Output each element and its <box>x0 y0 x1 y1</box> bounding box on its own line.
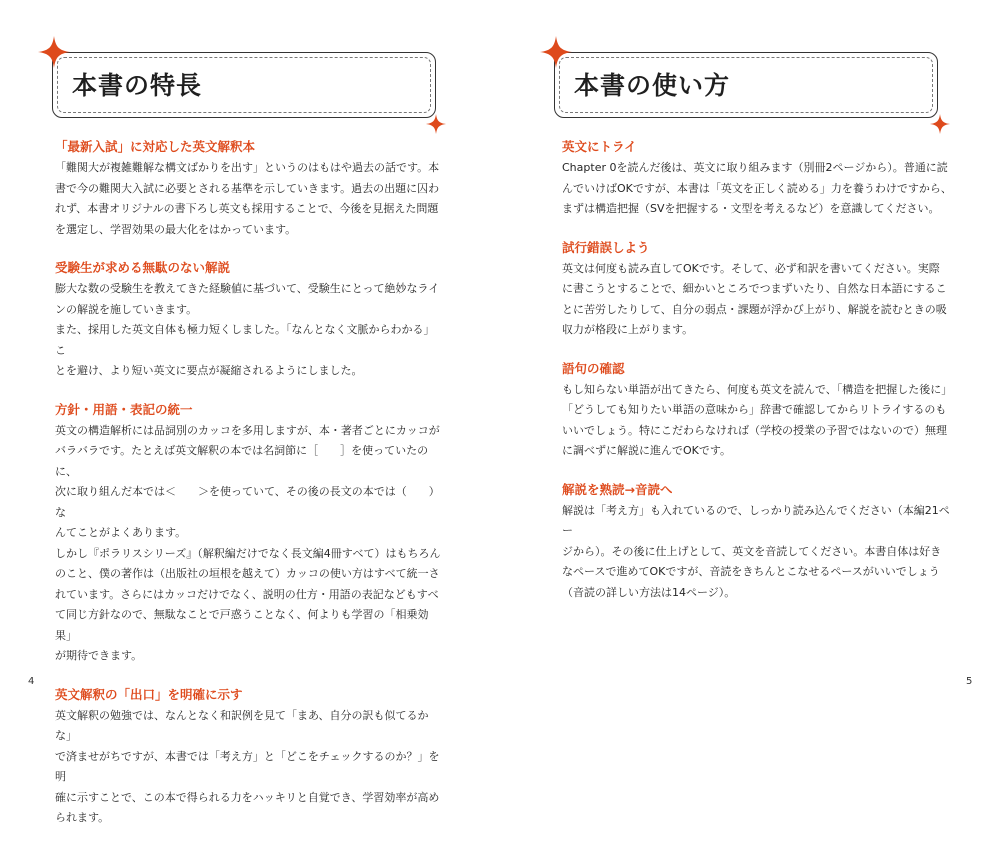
feature-section <box>55 686 445 829</box>
body-line: とに苦労したりして、自分の弱点・課題が浮かび上がり、解説を読むときの吸 <box>562 302 947 316</box>
title-frame <box>554 52 938 118</box>
body-line: 書で今の難関大入試に必要とされる基準を示していきます。過去の出題に囚わ <box>55 181 440 195</box>
section-heading: 解説を熟読→音読へ <box>562 481 673 497</box>
page-title: 本書の使い方 <box>574 71 731 100</box>
section-heading: 語句の確認 <box>562 360 625 376</box>
body-line: Chapter 0を読んだ後は、英文に取り組みます（別冊2ページから）。普通に読 <box>562 161 948 174</box>
usage-section <box>562 481 952 604</box>
sparkle-icon <box>426 114 446 134</box>
body-line: れず、本書オリジナルの書下ろし英文も採用することで、今後を見据えた問題 <box>55 202 439 215</box>
body-line: られます。 <box>55 811 110 824</box>
body-line: を選定し、学習効果の最大化をはかっています。 <box>55 222 297 236</box>
section-body <box>562 259 952 341</box>
body-line: 英文は何度も読み直してOKです。そして、必ず和訳を書いてください。実際 <box>562 261 940 275</box>
section-heading: 試行錯誤しよう <box>562 239 650 255</box>
usage-section <box>562 138 952 220</box>
body-line: 次に取り組んだ本では＜ ＞を使っていて、その後の長文の本では（ ）な <box>55 485 440 519</box>
body-line: とを避け、より短い英文に要点が凝縮されるようにしました。 <box>55 364 363 377</box>
section-heading: 方針・用語・表記の統一 <box>55 401 193 417</box>
body-line: んてことがよくあります。 <box>55 526 187 539</box>
body-line: バラバラです。たとえば英文解釈の本では名詞節に［ ］を使っていたのに、 <box>55 444 429 478</box>
body-line: まずは構造把握（SVを把握する・文型を考えるなど）を意識してください。 <box>562 202 940 215</box>
page-content <box>562 138 952 622</box>
body-line: ンの解説を施していきます。 <box>55 302 198 316</box>
body-line: に書こうとすることで、細かいところでつまずいたり、自然な日本語にするこ <box>562 282 947 295</box>
body-line: いいでしょう。特にこだわらなければ（学校の授業の予習ではないので）無理 <box>562 423 947 437</box>
body-line: が期待できます。 <box>55 649 143 662</box>
body-line: で済ませがちですが、本書では「考え方」と「どこをチェックするのか？」を明 <box>55 749 440 783</box>
page-title: 本書の特長 <box>72 71 203 100</box>
section-body <box>55 158 445 240</box>
body-line: 英文の構造解析には品詞別のカッコを多用しますが、本・著者ごとにカッコが <box>55 423 440 437</box>
body-line: なペースで進めてOKですが、音読をきちんとこなせるペースがいいでしょう <box>562 565 940 578</box>
body-line: もし知らない単語が出てきたら、何度も英文を読んで、「構造を把握した後に」 <box>562 382 953 396</box>
section-body <box>55 706 445 829</box>
page-number: 4 <box>28 676 35 687</box>
section-heading: 英文にトライ <box>562 139 637 154</box>
body-line: れています。さらにはカッコだけでなく、説明の仕方・用語の表記などもすべ <box>55 587 439 601</box>
body-line: 解説は「考え方」も入れているので、しっかり読み込んでください（本編21ペー <box>562 503 950 537</box>
feature-section <box>55 259 445 382</box>
section-body <box>562 501 952 604</box>
body-line: んでいけばOKですが、本書は「英文を正しく読める」力を養うわけですから、 <box>562 181 952 195</box>
usage-section <box>562 360 952 462</box>
body-line: しかし『ポラリスシリーズ』（解釈編だけでなく長文編4冊すべて）はもちろん <box>55 546 441 560</box>
section-heading: 受験生が求める無駄のない解説 <box>55 260 231 275</box>
feature-section <box>55 401 445 667</box>
left-page <box>0 0 500 824</box>
usage-section <box>562 239 952 341</box>
title-frame <box>52 52 436 118</box>
body-line: 膨大な数の受験生を教えてきた経験値に基づいて、受験生にとって絶妙なライ <box>55 282 440 295</box>
page-content <box>55 138 445 848</box>
section-heading: 英文解釈の「出口」を明確に示す <box>55 686 243 702</box>
sparkle-icon <box>930 114 950 134</box>
body-line: ジから）。その後に仕上げとして、英文を音読してください。本書自体は好き <box>562 544 942 558</box>
body-line: 確に示すことで、この本で得られる力をハッキリと自覚でき、学習効率が高め <box>55 790 440 804</box>
body-line: 「どうしても知りたい単語の意味から」辞書で確認してからリトライするのも <box>562 403 947 416</box>
body-line: 「難関大が複雑難解な構文ばかりを出す」というのはもはや過去の話です。本 <box>55 161 440 174</box>
body-line: のこと、僕の著作は（出版社の垣根を越えて）カッコの使い方はすべて統一さ <box>55 567 440 580</box>
body-line: に調べずに解説に進んでOKです。 <box>562 444 731 457</box>
body-line: て同じ方針なので、無駄なことで戸惑うことなく、何よりも学習の「相乗効果」 <box>55 608 429 642</box>
body-line: （音読の詳しい方法は14ページ）。 <box>562 585 736 599</box>
right-page <box>500 0 1000 709</box>
section-body <box>562 380 952 462</box>
sparkle-icon <box>38 36 70 68</box>
body-line: 収力が格段に上がります。 <box>562 323 694 336</box>
section-heading: 「最新入試」に対応した英文解釈本 <box>55 139 256 154</box>
body-line: また、採用した英文自体も極力短くしました。「なんとなく文脈からわかる」こ <box>55 323 435 357</box>
page-number: 5 <box>966 676 973 687</box>
feature-section <box>55 138 445 240</box>
section-body <box>55 279 445 382</box>
section-body <box>55 421 445 667</box>
section-body <box>562 158 952 220</box>
sparkle-icon <box>540 36 572 68</box>
body-line: 英文解釈の勉強では、なんとなく和訳例を見て「まあ、自分の訳も似てるかな」 <box>55 708 429 742</box>
